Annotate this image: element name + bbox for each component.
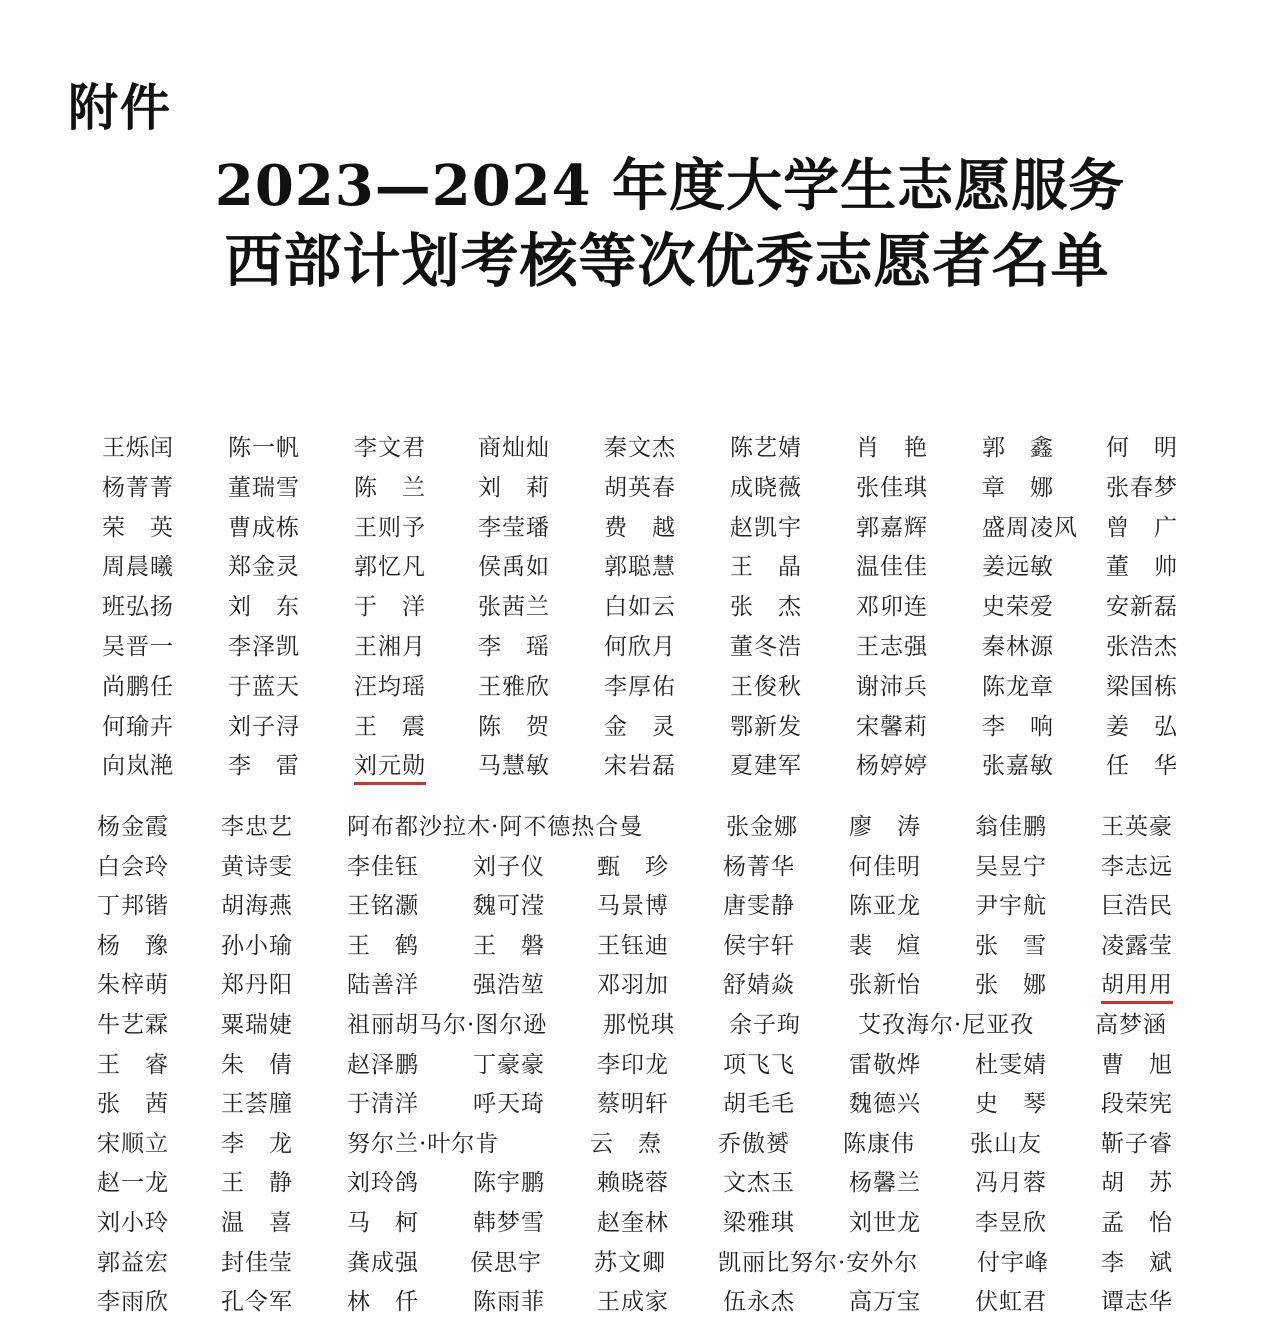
volunteer-name: 陈龙章 bbox=[982, 673, 1054, 700]
volunteer-name: 刘 莉 bbox=[478, 474, 550, 501]
volunteer-name: 凌露莹 bbox=[1101, 932, 1173, 959]
volunteer-name: 王 静 bbox=[221, 1170, 293, 1197]
volunteer-name: 刘小玲 bbox=[97, 1210, 169, 1236]
volunteer-name: 靳子睿 bbox=[1101, 1130, 1173, 1157]
volunteer-name: 呼天琦 bbox=[473, 1091, 545, 1118]
volunteer-name: 宋岩磊 bbox=[604, 753, 676, 780]
volunteer-name: 孟 怡 bbox=[1101, 1210, 1173, 1236]
volunteer-name: 陈 贺 bbox=[478, 713, 550, 740]
volunteer-name: 伏虹君 bbox=[975, 1289, 1047, 1316]
volunteer-name: 郭聪慧 bbox=[604, 554, 676, 581]
volunteer-name: 王志强 bbox=[856, 634, 928, 660]
volunteer-name: 秦文杰 bbox=[604, 435, 676, 461]
volunteer-name: 张佳琪 bbox=[856, 474, 928, 501]
volunteer-name: 侯思宇 bbox=[470, 1249, 542, 1276]
volunteer-name: 肖 艳 bbox=[856, 435, 928, 461]
volunteer-name: 王 鹤 bbox=[347, 932, 419, 959]
volunteer-name: 温 喜 bbox=[221, 1210, 293, 1236]
volunteer-name: 任 华 bbox=[1106, 753, 1178, 780]
volunteer-name: 姜远敏 bbox=[982, 554, 1054, 581]
volunteer-name: 王烁闰 bbox=[102, 435, 174, 461]
volunteer-name: 郑金灵 bbox=[228, 554, 300, 581]
volunteer-name: 陈宇鹏 bbox=[473, 1170, 545, 1197]
volunteer-name: 杨馨兰 bbox=[849, 1170, 921, 1197]
volunteer-name: 赵一龙 bbox=[97, 1170, 169, 1197]
volunteer-name: 向岚滟 bbox=[102, 753, 174, 780]
volunteer-name: 李莹璠 bbox=[478, 514, 550, 541]
volunteer-name: 史荣爱 bbox=[982, 594, 1054, 621]
volunteer-name: 赵凯宇 bbox=[730, 514, 802, 541]
volunteer-name: 夏建军 bbox=[730, 753, 802, 780]
volunteer-name: 黄诗雯 bbox=[221, 853, 293, 880]
volunteer-name: 于蓝天 bbox=[228, 673, 300, 700]
volunteer-name: 杨菁菁 bbox=[102, 474, 174, 501]
volunteer-name: 胡英春 bbox=[604, 474, 676, 501]
volunteer-name: 高梦涵 bbox=[1095, 1012, 1167, 1038]
volunteer-name: 周晨曦 bbox=[102, 554, 174, 581]
volunteer-name: 张新怡 bbox=[849, 972, 921, 999]
volunteer-name: 费 越 bbox=[604, 514, 676, 541]
volunteer-name: 班弘扬 bbox=[102, 594, 174, 621]
volunteer-name: 郭 鑫 bbox=[982, 435, 1054, 461]
volunteer-name: 章 娜 bbox=[982, 474, 1054, 501]
volunteer-name: 何欣月 bbox=[604, 634, 676, 660]
volunteer-name: 何瑜卉 bbox=[102, 713, 174, 740]
volunteer-name: 舒婧焱 bbox=[723, 972, 795, 999]
volunteer-name: 李 雷 bbox=[228, 753, 300, 780]
volunteer-name: 曹成栋 bbox=[228, 514, 300, 541]
volunteer-name: 吴昱宁 bbox=[975, 853, 1047, 880]
volunteer-name: 安新磊 bbox=[1106, 594, 1178, 621]
volunteer-name: 祖丽胡马尔·图尔逊 bbox=[347, 1012, 548, 1038]
volunteer-name: 杨婷婷 bbox=[856, 753, 928, 780]
volunteer-name: 姜 弘 bbox=[1106, 713, 1178, 740]
volunteer-name: 林 仟 bbox=[347, 1289, 419, 1316]
volunteer-name: 丁邦锴 bbox=[97, 893, 169, 920]
volunteer-name: 李佳钰 bbox=[347, 853, 419, 880]
volunteer-name: 杨金霞 bbox=[97, 814, 169, 840]
volunteer-name: 张茜兰 bbox=[478, 594, 550, 621]
volunteer-name: 郭嘉辉 bbox=[856, 514, 928, 541]
volunteer-name: 高万宝 bbox=[849, 1289, 921, 1316]
volunteer-name: 张山友 bbox=[970, 1130, 1042, 1157]
volunteer-name: 马 柯 bbox=[347, 1210, 419, 1236]
volunteer-name: 邓羽加 bbox=[597, 972, 669, 999]
volunteer-name: 胡毛毛 bbox=[723, 1091, 795, 1118]
volunteer-name: 李 斌 bbox=[1101, 1249, 1173, 1276]
volunteer-name: 魏德兴 bbox=[849, 1091, 921, 1118]
volunteer-name: 郭忆凡 bbox=[354, 554, 426, 581]
volunteer-name: 丁豪豪 bbox=[473, 1051, 545, 1078]
volunteer-name: 张 娜 bbox=[975, 972, 1047, 999]
volunteer-name: 侯宇轩 bbox=[723, 932, 795, 959]
volunteer-name: 苏文卿 bbox=[594, 1249, 666, 1276]
volunteer-name: 陈雨菲 bbox=[473, 1289, 545, 1316]
volunteer-name: 李 瑶 bbox=[478, 634, 550, 660]
volunteer-name: 凯丽比努尔·安外尔 bbox=[718, 1249, 919, 1276]
volunteer-name: 史 琴 bbox=[975, 1091, 1047, 1118]
volunteer-name: 李厚佑 bbox=[604, 673, 676, 700]
volunteer-name: 朱 倩 bbox=[221, 1051, 293, 1078]
volunteer-name: 唐雯静 bbox=[723, 893, 795, 920]
volunteer-name: 宋顺立 bbox=[97, 1130, 169, 1157]
volunteer-name: 董 帅 bbox=[1106, 554, 1178, 581]
volunteer-name: 温佳佳 bbox=[856, 554, 928, 581]
volunteer-name: 何佳明 bbox=[849, 853, 921, 880]
volunteer-name: 刘子浔 bbox=[228, 713, 300, 740]
volunteer-name: 马景博 bbox=[597, 893, 669, 920]
volunteer-name: 龚成强 bbox=[347, 1249, 419, 1276]
volunteer-name: 孙小瑜 bbox=[221, 932, 293, 959]
volunteer-name: 金 灵 bbox=[604, 713, 676, 740]
volunteer-name: 谭志华 bbox=[1101, 1289, 1173, 1316]
volunteer-name: 李印龙 bbox=[597, 1051, 669, 1078]
volunteer-name: 胡 苏 bbox=[1101, 1170, 1173, 1197]
volunteer-name: 吴晋一 bbox=[102, 634, 174, 660]
volunteer-name: 陆善洋 bbox=[347, 972, 419, 999]
volunteer-name: 尹宇航 bbox=[975, 893, 1047, 920]
volunteer-name: 付宇峰 bbox=[977, 1249, 1049, 1276]
volunteer-name: 李文君 bbox=[354, 435, 426, 461]
volunteer-name: 雷敬烨 bbox=[849, 1051, 921, 1078]
volunteer-name: 伍永杰 bbox=[723, 1289, 795, 1316]
volunteer-name: 鄂新发 bbox=[730, 713, 802, 740]
volunteer-name: 胡海燕 bbox=[221, 893, 293, 920]
volunteer-name: 王英豪 bbox=[1101, 814, 1173, 840]
volunteer-name: 云 焘 bbox=[590, 1130, 662, 1157]
volunteer-name: 王 晶 bbox=[730, 554, 802, 581]
volunteer-name: 陈康伟 bbox=[843, 1130, 915, 1157]
volunteer-name: 张浩杰 bbox=[1106, 634, 1178, 660]
volunteer-name: 那悦琪 bbox=[603, 1012, 675, 1038]
volunteer-name: 成晓薇 bbox=[730, 474, 802, 501]
volunteer-name: 李忠艺 bbox=[221, 814, 293, 840]
volunteer-name: 陈 兰 bbox=[354, 474, 426, 501]
volunteer-name: 王则予 bbox=[354, 514, 426, 541]
volunteer-name: 王雅欣 bbox=[478, 673, 550, 700]
volunteer-name: 陈一帆 bbox=[228, 435, 300, 461]
volunteer-name: 王成家 bbox=[597, 1289, 669, 1316]
volunteer-name: 粟瑞婕 bbox=[221, 1012, 293, 1038]
volunteer-name: 白如云 bbox=[604, 594, 676, 621]
volunteer-name: 李泽凯 bbox=[228, 634, 300, 660]
volunteer-name: 裴 煊 bbox=[849, 932, 921, 959]
volunteer-name: 董瑞雪 bbox=[228, 474, 300, 501]
volunteer-name: 阿布都沙拉木·阿不德热合曼 bbox=[347, 814, 644, 840]
volunteer-name: 努尔兰·叶尔肯 bbox=[347, 1130, 500, 1157]
volunteer-name: 蔡明轩 bbox=[597, 1091, 669, 1118]
volunteer-name: 封佳莹 bbox=[221, 1249, 293, 1276]
volunteer-name: 甄 珍 bbox=[597, 853, 669, 880]
volunteer-name: 王俊秋 bbox=[730, 673, 802, 700]
volunteer-name: 刘玲鸽 bbox=[347, 1170, 419, 1197]
volunteer-name: 韩梦雪 bbox=[473, 1210, 545, 1236]
volunteer-name: 李雨欣 bbox=[97, 1289, 169, 1316]
volunteer-name: 白会玲 bbox=[97, 853, 169, 880]
document-title-line2: 西部计划考核等次优秀志愿者名单 bbox=[224, 227, 1110, 295]
volunteer-name: 牛艺霖 bbox=[97, 1012, 169, 1038]
volunteer-name: 艾孜海尔·尼亚孜 bbox=[858, 1012, 1035, 1038]
volunteer-name: 文杰玉 bbox=[723, 1170, 795, 1197]
volunteer-name: 项飞飞 bbox=[723, 1051, 795, 1078]
volunteer-name: 侯禹如 bbox=[478, 554, 550, 581]
volunteer-name: 刘子仪 bbox=[473, 853, 545, 880]
volunteer-name: 张嘉敏 bbox=[982, 753, 1054, 780]
volunteer-name: 董冬浩 bbox=[730, 634, 802, 660]
highlighted-volunteer-name: 刘元勋 bbox=[354, 751, 426, 785]
highlighted-volunteer-name: 胡用用 bbox=[1101, 970, 1173, 1004]
volunteer-name: 梁国栋 bbox=[1106, 673, 1178, 700]
volunteer-name: 谢沛兵 bbox=[856, 673, 928, 700]
volunteer-name: 魏可滢 bbox=[473, 893, 545, 920]
volunteer-name: 段荣宪 bbox=[1101, 1091, 1173, 1118]
volunteer-name: 王 震 bbox=[354, 713, 426, 740]
volunteer-name: 赵泽鹏 bbox=[347, 1051, 419, 1078]
volunteer-name: 杨 豫 bbox=[97, 932, 169, 959]
volunteer-name: 冯月蓉 bbox=[975, 1170, 1047, 1197]
volunteer-name: 廖 涛 bbox=[849, 814, 921, 840]
volunteer-name: 张春梦 bbox=[1106, 474, 1178, 501]
volunteer-name: 陈艺婧 bbox=[730, 435, 802, 461]
volunteer-name: 李 响 bbox=[982, 713, 1054, 740]
volunteer-name: 孔令军 bbox=[221, 1289, 293, 1316]
volunteer-name: 汪均瑶 bbox=[354, 673, 426, 700]
volunteer-name: 强浩堃 bbox=[473, 972, 545, 999]
volunteer-name: 刘 东 bbox=[228, 594, 300, 621]
volunteer-name: 于 洋 bbox=[354, 594, 426, 621]
volunteer-name: 王荟朣 bbox=[221, 1091, 293, 1118]
volunteer-name: 赖晓蓉 bbox=[597, 1170, 669, 1197]
volunteer-name: 尚鹏任 bbox=[102, 673, 174, 700]
volunteer-name: 郑丹阳 bbox=[221, 972, 293, 999]
volunteer-name: 张金娜 bbox=[726, 814, 798, 840]
volunteer-name: 李志远 bbox=[1101, 853, 1173, 880]
volunteer-name: 王 磐 bbox=[473, 932, 545, 959]
volunteer-name: 刘世龙 bbox=[849, 1210, 921, 1236]
volunteer-name: 陈亚龙 bbox=[849, 893, 921, 920]
volunteer-name: 乔傲赟 bbox=[718, 1130, 790, 1157]
volunteer-name: 王铭灏 bbox=[347, 893, 419, 920]
volunteer-name: 郭益宏 bbox=[97, 1249, 169, 1276]
volunteer-name: 赵奎林 bbox=[597, 1210, 669, 1236]
volunteer-name: 王湘月 bbox=[354, 634, 426, 660]
volunteer-name: 杜雯婧 bbox=[975, 1051, 1047, 1078]
volunteer-name: 张 茜 bbox=[97, 1091, 169, 1118]
volunteer-name: 李 龙 bbox=[221, 1130, 293, 1157]
volunteer-name: 宋馨莉 bbox=[856, 713, 928, 740]
volunteer-name: 梁雅琪 bbox=[723, 1210, 795, 1236]
volunteer-name: 翁佳鹏 bbox=[975, 814, 1047, 840]
volunteer-name: 王 睿 bbox=[97, 1051, 169, 1078]
volunteer-name: 王钰迪 bbox=[597, 932, 669, 959]
volunteer-name: 杨菁华 bbox=[723, 853, 795, 880]
volunteer-name: 秦林源 bbox=[982, 634, 1054, 660]
volunteer-name: 张 杰 bbox=[730, 594, 802, 621]
volunteer-name: 商灿灿 bbox=[478, 435, 550, 461]
volunteer-name: 曾 广 bbox=[1106, 514, 1178, 541]
volunteer-name: 何 明 bbox=[1106, 435, 1178, 461]
volunteer-name: 于清洋 bbox=[347, 1091, 419, 1118]
document-title-line1: 2023—2024 年度大学生志愿服务 bbox=[214, 153, 1126, 219]
volunteer-name: 李昱欣 bbox=[975, 1210, 1047, 1236]
volunteer-name: 邓卯连 bbox=[856, 594, 928, 621]
volunteer-name: 朱梓萌 bbox=[97, 972, 169, 999]
volunteer-name: 余子珣 bbox=[729, 1012, 801, 1038]
volunteer-name: 巨浩民 bbox=[1101, 893, 1173, 920]
volunteer-name: 张 雪 bbox=[975, 932, 1047, 959]
volunteer-name: 盛周凌风 bbox=[982, 514, 1078, 541]
volunteer-name: 马慧敏 bbox=[478, 753, 550, 780]
attachment-label: 附件 bbox=[68, 79, 172, 137]
volunteer-name: 荣 英 bbox=[102, 514, 174, 541]
volunteer-name: 曹 旭 bbox=[1101, 1051, 1173, 1078]
